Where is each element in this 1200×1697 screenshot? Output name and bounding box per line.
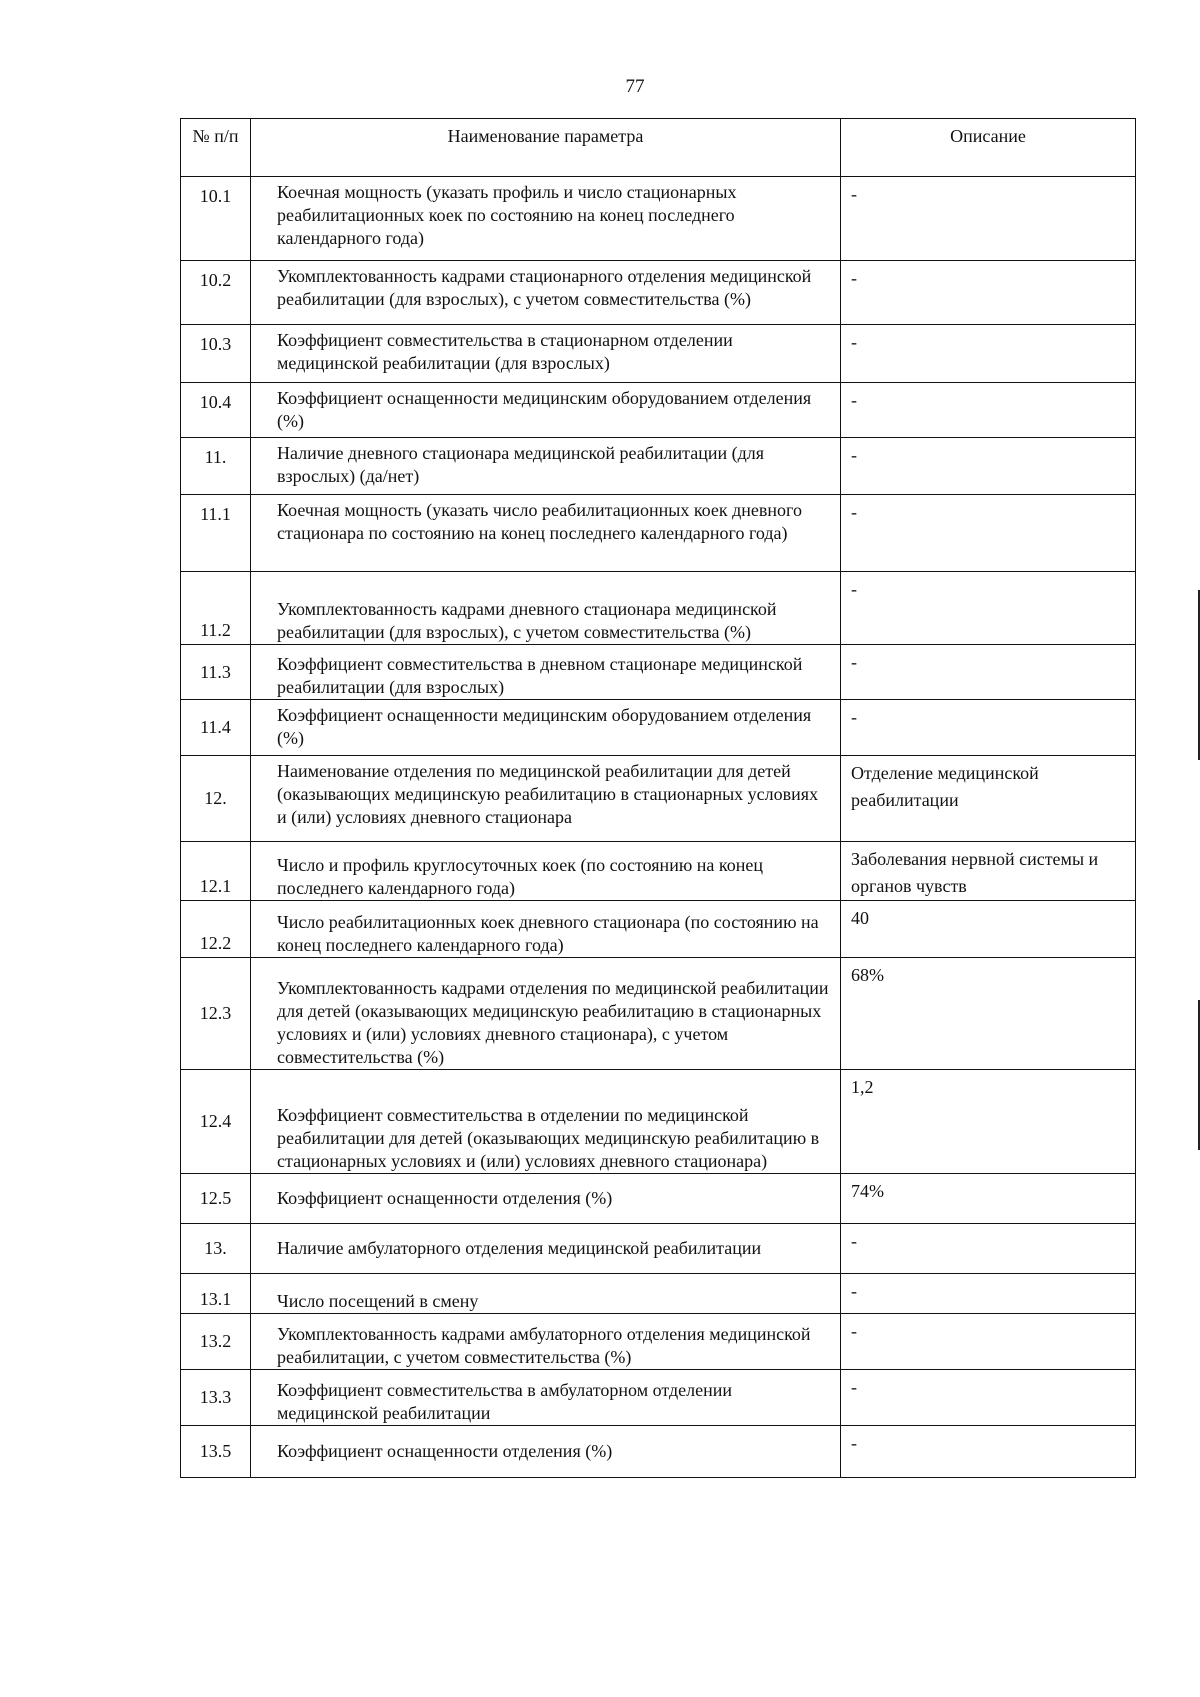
header-description: Описание xyxy=(841,119,1136,177)
table-row xyxy=(181,1314,1136,1370)
row-parameter: Коэффициент совместительства в амбулаторном отделении медицинской реабилитации xyxy=(251,1370,841,1426)
row-parameter: Коечная мощность (указать число реабилитационных коек дневного стационара по состоянию на конец последнего календарного года) xyxy=(251,495,841,572)
row-number: 11. xyxy=(181,438,251,495)
row-number: 10.4 xyxy=(181,383,251,438)
row-parameter: Укомплектованность кадрами амбулаторного отделения медицинской реабилитации, с учетом совместительства (%) xyxy=(251,1314,841,1370)
table-row xyxy=(181,325,1136,383)
row-parameter: Коэффициент оснащенности медицинским оборудованием отделения (%) xyxy=(251,383,841,438)
table-header-row xyxy=(181,119,1136,177)
row-number: 13.2 xyxy=(181,1314,251,1370)
row-description: - xyxy=(841,1426,1136,1478)
table-row xyxy=(181,177,1136,261)
table-row xyxy=(181,383,1136,438)
row-description: 1,2 xyxy=(841,1070,1136,1174)
row-number: 12.3 xyxy=(181,958,251,1070)
table-row xyxy=(181,901,1136,958)
row-description: Отделение медицинской реабилитации xyxy=(841,756,1136,842)
row-parameter: Число посещений в смену xyxy=(251,1274,841,1314)
row-parameter: Укомплектованность кадрами дневного стационара медицинской реабилитации (для взрослых), с учетом совместительства (%) xyxy=(251,572,841,645)
row-description: - xyxy=(841,495,1136,572)
row-description: - xyxy=(841,1274,1136,1314)
row-number: 11.2 xyxy=(181,572,251,645)
row-parameter: Число реабилитационных коек дневного стационара (по состоянию на конец последнего календарного года) xyxy=(251,901,841,958)
row-description: - xyxy=(841,438,1136,495)
row-number: 12.4 xyxy=(181,1070,251,1174)
row-parameter: Коэффициент совместительства в дневном стационаре медицинской реабилитации (для взрослых) xyxy=(251,645,841,700)
table-row xyxy=(181,1426,1136,1478)
table-row xyxy=(181,1224,1136,1274)
row-description: - xyxy=(841,1370,1136,1426)
header-parameter-name: Наименование параметра xyxy=(251,119,841,177)
header-number: № п/п xyxy=(181,119,251,177)
table-row xyxy=(181,1174,1136,1224)
row-number: 10.3 xyxy=(181,325,251,383)
table-row xyxy=(181,261,1136,325)
row-parameter: Число и профиль круглосуточных коек (по состоянию на конец последнего календарного года) xyxy=(251,842,841,901)
row-description: - xyxy=(841,572,1136,645)
table-row xyxy=(181,1070,1136,1174)
table-row xyxy=(181,645,1136,700)
row-number: 13.5 xyxy=(181,1426,251,1478)
row-parameter: Укомплектованность кадрами стационарного отделения медицинской реабилитации (для взрослых), с учетом совместительства (%) xyxy=(251,261,841,325)
row-description: - xyxy=(841,1314,1136,1370)
row-number: 12. xyxy=(181,756,251,842)
row-parameter: Коечная мощность (указать профиль и число стационарных реабилитационных коек по состоянию на конец последнего календарного года) xyxy=(251,177,841,261)
row-number: 12.5 xyxy=(181,1174,251,1224)
row-number: 13. xyxy=(181,1224,251,1274)
table-row xyxy=(181,756,1136,842)
row-parameter: Укомплектованность кадрами отделения по медицинской реабилитации для детей (оказывающих медицинскую реабилитацию в стационарных условиях и (или) условиях дневного стационара), с учетом совместительства (%) xyxy=(251,958,841,1070)
row-description: - xyxy=(841,700,1136,756)
row-description: - xyxy=(841,177,1136,261)
table-row xyxy=(181,700,1136,756)
row-parameter: Коэффициент оснащенности медицинским оборудованием отделения (%) xyxy=(251,700,841,756)
row-parameter: Наименование отделения по медицинской реабилитации для детей (оказывающих медицинскую реабилитацию в стационарных условиях и (или) условиях дневного стационара xyxy=(251,756,841,842)
page-number: 77 xyxy=(625,76,645,97)
table-row xyxy=(181,1370,1136,1426)
row-description: - xyxy=(841,383,1136,438)
row-number: 10.2 xyxy=(181,261,251,325)
row-description: Заболевания нервной системы и органов чувств xyxy=(841,842,1136,901)
row-number: 11.3 xyxy=(181,645,251,700)
row-description: - xyxy=(841,1224,1136,1274)
table-row xyxy=(181,438,1136,495)
row-number: 13.1 xyxy=(181,1274,251,1314)
row-description: 74% xyxy=(841,1174,1136,1224)
row-description: 68% xyxy=(841,958,1136,1070)
row-number: 13.3 xyxy=(181,1370,251,1426)
table-row xyxy=(181,572,1136,645)
row-description: 40 xyxy=(841,901,1136,958)
row-parameter: Коэффициент оснащенности отделения (%) xyxy=(251,1426,841,1478)
row-parameter: Коэффициент совместительства в стационарном отделении медицинской реабилитации (для взрослых) xyxy=(251,325,841,383)
row-description: - xyxy=(841,325,1136,383)
row-description: - xyxy=(841,645,1136,700)
row-parameter: Коэффициент оснащенности отделения (%) xyxy=(251,1174,841,1224)
row-number: 10.1 xyxy=(181,177,251,261)
row-number: 11.1 xyxy=(181,495,251,572)
table-row xyxy=(181,842,1136,901)
table-row xyxy=(181,958,1136,1070)
table-row xyxy=(181,1274,1136,1314)
parameters-table xyxy=(180,118,1136,1478)
row-parameter: Коэффициент совместительства в отделении по медицинской реабилитации для детей (оказывающих медицинскую реабилитацию в стационарных условиях и (или) условиях дневного стационара) xyxy=(251,1070,841,1174)
row-number: 12.2 xyxy=(181,901,251,958)
row-description: - xyxy=(841,261,1136,325)
table-row xyxy=(181,495,1136,572)
row-parameter: Наличие амбулаторного отделения медицинской реабилитации xyxy=(251,1224,841,1274)
row-number: 12.1 xyxy=(181,842,251,901)
row-number: 11.4 xyxy=(181,700,251,756)
row-parameter: Наличие дневного стационара медицинской реабилитации (для взрослых) (да/нет) xyxy=(251,438,841,495)
